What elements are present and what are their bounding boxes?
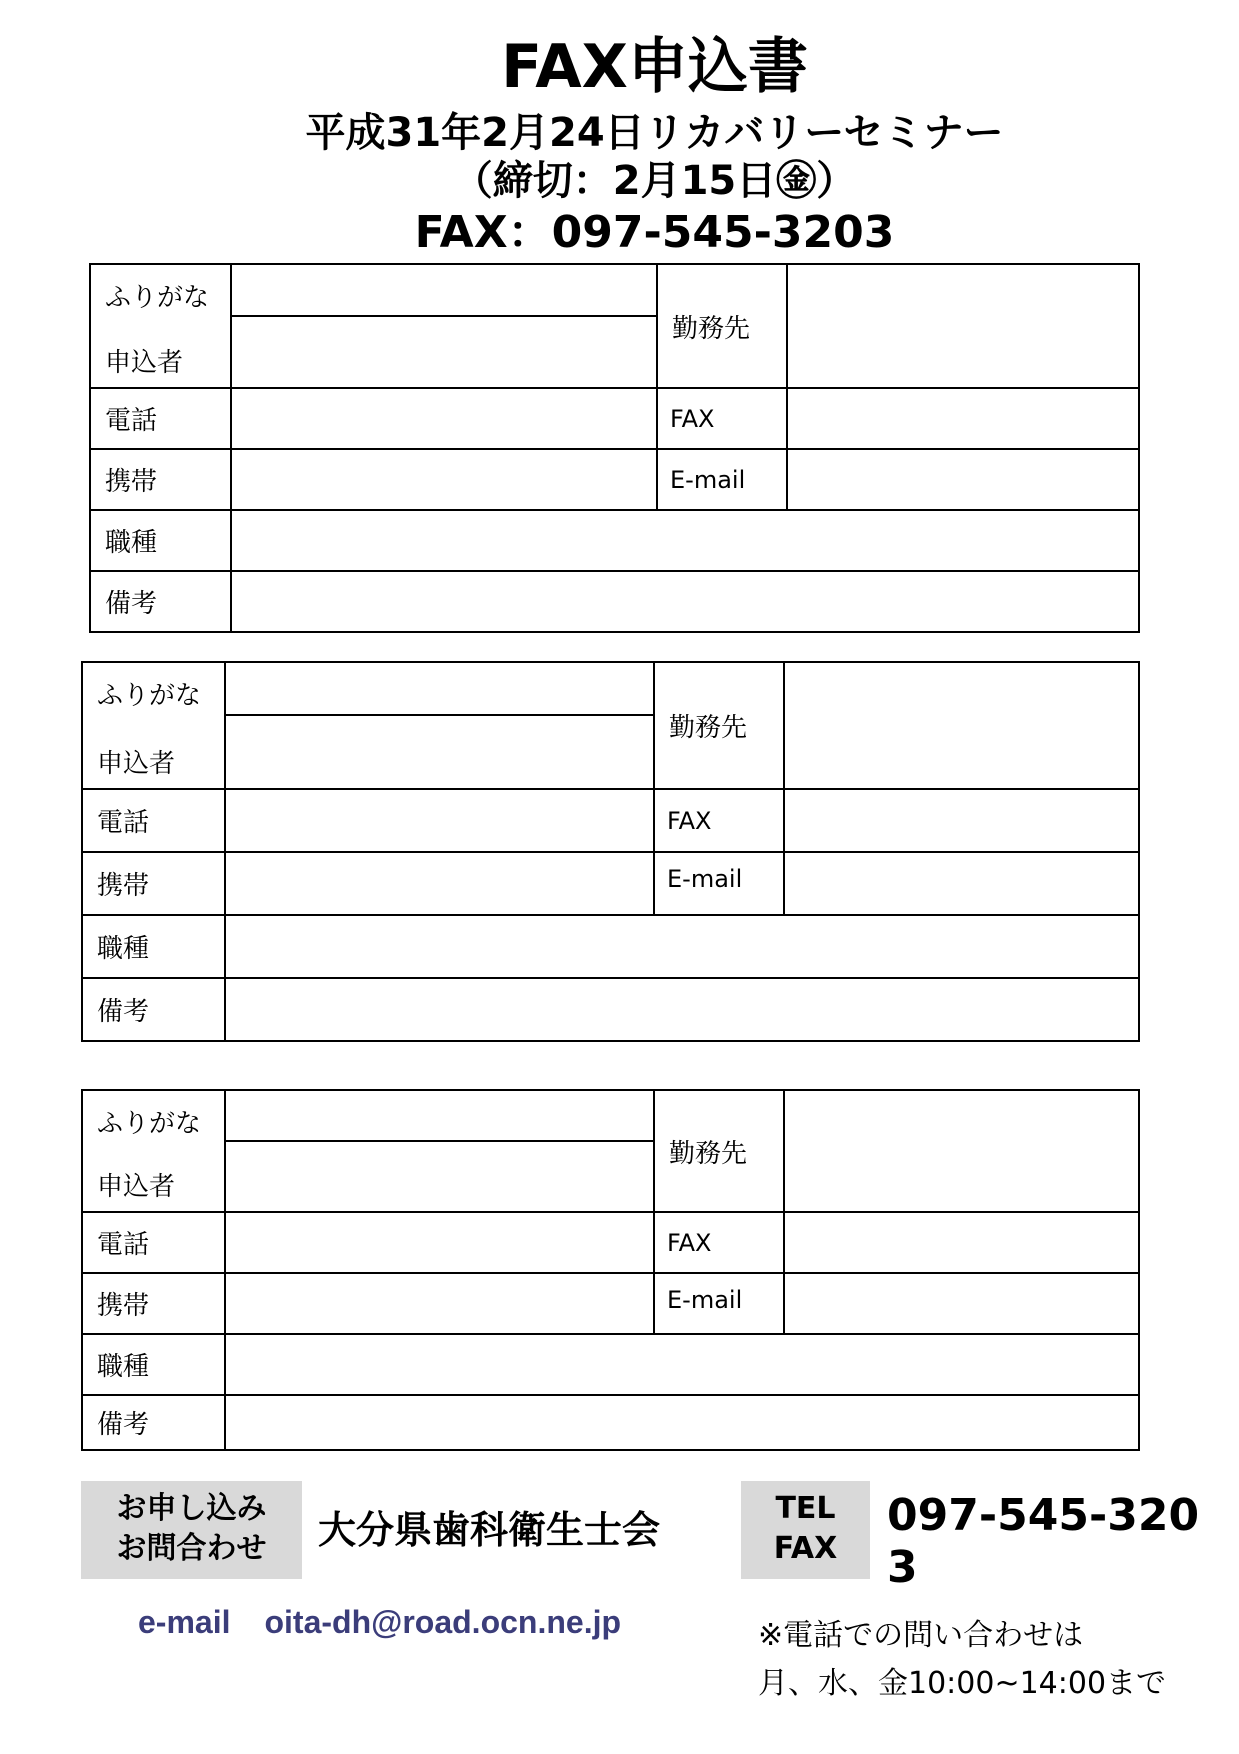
workplace-label: 勤務先 bbox=[657, 264, 787, 388]
email-input[interactable] bbox=[784, 1273, 1139, 1334]
occupation-input[interactable] bbox=[225, 915, 1139, 978]
email-address[interactable]: oita-dh@road.ocn.ne.jp bbox=[264, 1604, 622, 1640]
contact-phone-number: 097-545-3203 bbox=[887, 1490, 1200, 1593]
occupation-label: 職種 bbox=[82, 1334, 225, 1395]
applicant-input[interactable] bbox=[225, 1141, 654, 1212]
fax-label: FAX bbox=[654, 1212, 784, 1273]
workplace-label: 勤務先 bbox=[654, 662, 784, 789]
email-prefix-label: e-mail bbox=[138, 1604, 231, 1640]
applicant-label: 申込者 bbox=[90, 316, 231, 388]
workplace-input[interactable] bbox=[787, 264, 1139, 388]
remarks-label: 備考 bbox=[82, 978, 225, 1041]
phone-hours-note bbox=[758, 1612, 1166, 1708]
applicant-label: 申込者 bbox=[82, 1141, 225, 1212]
fax-label: FAX bbox=[654, 789, 784, 852]
email-label: E-mail bbox=[654, 1273, 784, 1334]
fax-input[interactable] bbox=[784, 1212, 1139, 1273]
furigana-input[interactable] bbox=[231, 264, 657, 316]
contact-label-box bbox=[81, 1481, 302, 1579]
note-line2: 月、水、金10:00~14:00まで bbox=[758, 1666, 1167, 1701]
furigana-input[interactable] bbox=[225, 1090, 654, 1141]
application-form-3 bbox=[81, 1089, 1140, 1451]
tel-fax-label-box bbox=[741, 1481, 870, 1579]
email-label: E-mail bbox=[654, 852, 784, 915]
mobile-label: 携帯 bbox=[82, 852, 225, 915]
form-title: FAX申込書 bbox=[501, 32, 808, 102]
organization-name: 大分県歯科衛生士会 bbox=[318, 1508, 661, 1552]
phone-input[interactable] bbox=[231, 388, 657, 449]
occupation-label: 職種 bbox=[90, 510, 231, 571]
applicant-input[interactable] bbox=[225, 715, 654, 789]
remarks-input[interactable] bbox=[225, 1395, 1139, 1450]
phone-label: 電話 bbox=[82, 789, 225, 852]
application-form-1 bbox=[89, 263, 1140, 633]
mobile-input[interactable] bbox=[231, 449, 657, 510]
remarks-label: 備考 bbox=[82, 1395, 225, 1450]
furigana-input[interactable] bbox=[225, 662, 654, 715]
tel-label: TEL bbox=[775, 1491, 836, 1526]
application-form-2 bbox=[81, 661, 1140, 1042]
furigana-label: ふりがな bbox=[82, 662, 225, 715]
fax-label: FAX bbox=[773, 1531, 838, 1566]
fax-input[interactable] bbox=[784, 789, 1139, 852]
occupation-input[interactable] bbox=[231, 510, 1139, 571]
workplace-input[interactable] bbox=[784, 662, 1139, 789]
phone-input[interactable] bbox=[225, 1212, 654, 1273]
fax-label: FAX bbox=[657, 388, 787, 449]
mobile-input[interactable] bbox=[225, 1273, 654, 1334]
furigana-label: ふりがな bbox=[90, 264, 231, 316]
occupation-input[interactable] bbox=[225, 1334, 1139, 1395]
contact-email bbox=[138, 1604, 621, 1641]
note-line1: ※電話での問い合わせは bbox=[758, 1618, 1084, 1653]
email-input[interactable] bbox=[787, 449, 1139, 510]
remarks-input[interactable] bbox=[225, 978, 1139, 1041]
remarks-input[interactable] bbox=[231, 571, 1139, 632]
mobile-label: 携帯 bbox=[90, 449, 231, 510]
phone-label: 電話 bbox=[82, 1212, 225, 1273]
phone-input[interactable] bbox=[225, 789, 654, 852]
contact-label-line1: お申し込み bbox=[116, 1491, 267, 1526]
phone-label: 電話 bbox=[90, 388, 231, 449]
email-label: E-mail bbox=[657, 449, 787, 510]
mobile-label: 携帯 bbox=[82, 1273, 225, 1334]
workplace-input[interactable] bbox=[784, 1090, 1139, 1212]
contact-label-line2: お問合わせ bbox=[116, 1531, 267, 1566]
deadline: （締切：2月15日㊎） bbox=[452, 158, 857, 204]
mobile-input[interactable] bbox=[225, 852, 654, 915]
workplace-label: 勤務先 bbox=[654, 1090, 784, 1212]
applicant-input[interactable] bbox=[231, 316, 657, 388]
furigana-label: ふりがな bbox=[82, 1090, 225, 1141]
fax-input[interactable] bbox=[787, 388, 1139, 449]
email-input[interactable] bbox=[784, 852, 1139, 915]
applicant-label: 申込者 bbox=[82, 715, 225, 789]
occupation-label: 職種 bbox=[82, 915, 225, 978]
event-name: 平成31年2月24日リカバリーセミナー bbox=[305, 110, 1004, 156]
remarks-label: 備考 bbox=[90, 571, 231, 632]
fax-number-heading: FAX：097-545-3203 bbox=[414, 207, 895, 258]
